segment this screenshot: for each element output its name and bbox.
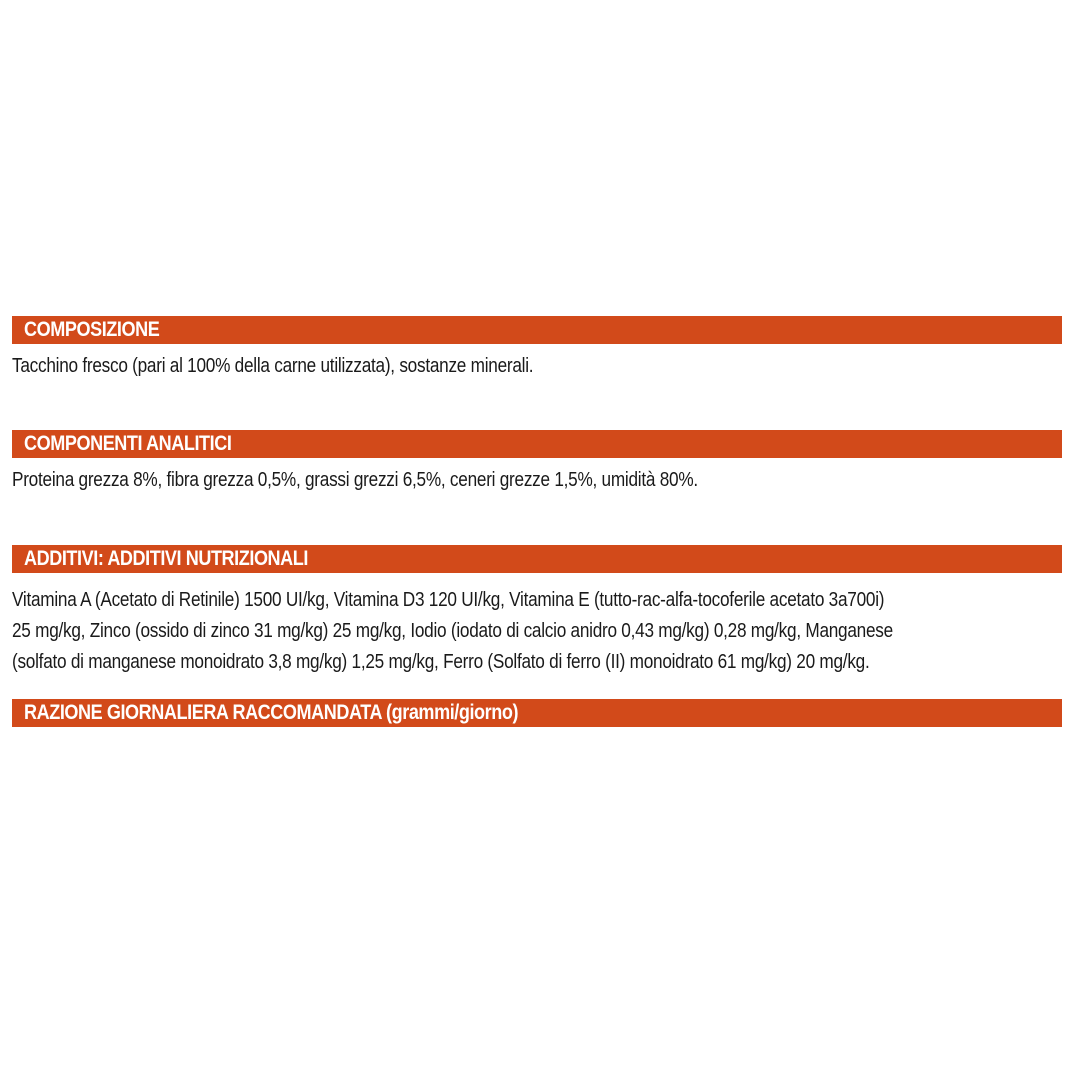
section-text-line: Proteina grezza 8%, fibra grezza 0,5%, grassi grezzi 6,5%, ceneri grezze 1,5%, umidità 80%. [12,469,698,491]
section-text-line: Vitamina A (Acetato di Retinile) 1500 UI/kg, Vitamina D3 120 UI/kg, Vitamina E (tutto-rac-alfa-tocoferile acetato 3a700i) [12,589,885,611]
section-title: RAZIONE GIORNALIERA RACCOMANDATA (grammi/giorno) [24,701,519,724]
section-body-composizione [12,351,1044,382]
section-title: ADDITIVI: ADDITIVI NUTRIZIONALI [24,547,308,570]
section-title: COMPONENTI ANALITICI [24,432,232,455]
section-body-additivi [12,585,1044,678]
section-header-additivi [12,545,1062,573]
section-title: COMPOSIZIONE [24,318,160,341]
section-header-razione-giornaliera [12,699,1062,727]
section-header-componenti-analitici [12,430,1062,458]
section-text-line: 25 mg/kg, Zinco (ossido di zinco 31 mg/kg) 25 mg/kg, Iodio (iodato di calcio anidro 0,43 mg/kg) 0,28 mg/kg, Manganese [12,620,893,642]
section-text-line: (solfato di manganese monoidrato 3,8 mg/kg) 1,25 mg/kg, Ferro (Solfato di ferro (II) monoidrato 61 mg/kg) 20 mg/kg. [12,651,870,673]
section-body-componenti-analitici [12,465,1044,496]
section-text-line: Tacchino fresco (pari al 100% della carne utilizzata), sostanze minerali. [12,355,534,377]
section-header-composizione [12,316,1062,344]
